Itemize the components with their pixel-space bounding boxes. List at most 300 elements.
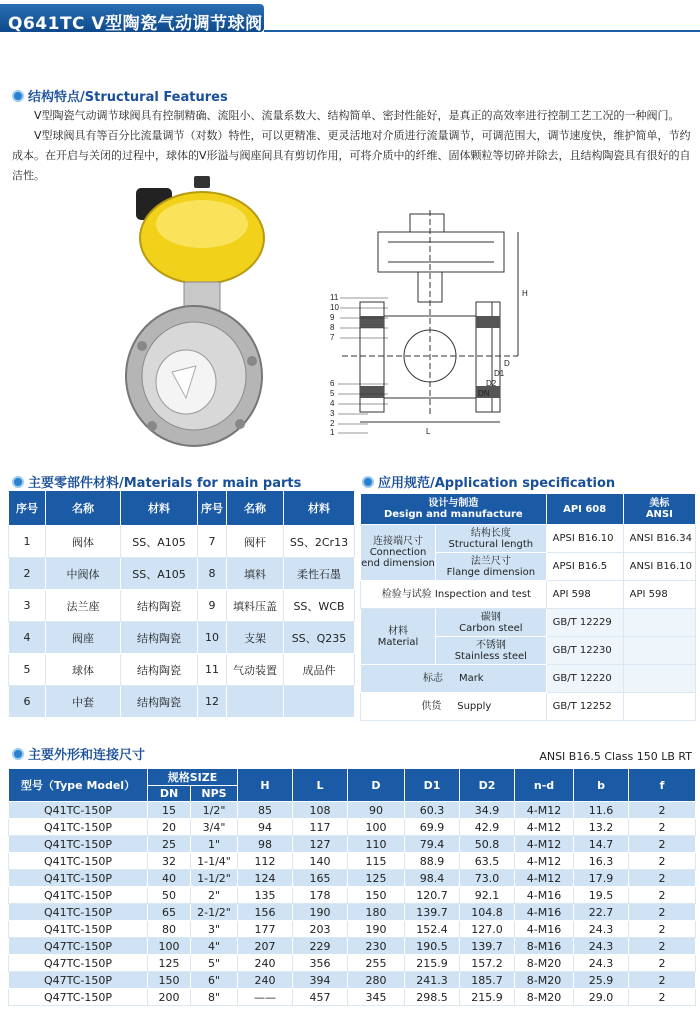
app-row-inspection xyxy=(361,581,696,609)
dims-cell: 140 xyxy=(293,853,348,870)
dims-cell: Q47TC-150P xyxy=(9,989,148,1006)
dims-cell: 94 xyxy=(238,819,293,836)
dims-cell: 178 xyxy=(293,887,348,904)
dims-col-nd: n-d xyxy=(515,769,574,802)
app-row-supply xyxy=(361,693,696,721)
dims-cell: 50 xyxy=(148,887,191,904)
app-stainless-en: Stainless steel xyxy=(454,650,527,662)
dims-cell: 24.3 xyxy=(574,955,629,972)
materials-cell: 填料 xyxy=(227,558,284,590)
app-header-ansi-cn: 美标 xyxy=(649,498,670,509)
dims-col-l: L xyxy=(293,769,348,802)
materials-cell: SS、A105 xyxy=(121,526,198,558)
dims-cell: 394 xyxy=(293,972,348,989)
dims-row xyxy=(9,870,696,887)
dims-header-row-1 xyxy=(9,769,696,786)
dimensions-table xyxy=(8,768,696,1006)
callout-2: 2 xyxy=(330,419,335,428)
callout-4: 4 xyxy=(330,399,335,408)
callout-11: 11 xyxy=(330,293,339,302)
dims-cell: 127.0 xyxy=(460,921,515,938)
dims-cell: 150 xyxy=(148,972,191,989)
flange-bolt xyxy=(147,421,157,431)
app-flange-en: Flange dimension xyxy=(446,566,536,578)
dims-cell: 298.5 xyxy=(405,989,460,1006)
app-header-ansi-en: ANSI xyxy=(645,509,673,520)
dims-cell: 25 xyxy=(148,836,191,853)
materials-col-material-2: 材料 xyxy=(284,491,355,526)
dims-cell: 215.9 xyxy=(460,989,515,1006)
dims-row xyxy=(9,955,696,972)
dims-cell: 457 xyxy=(293,989,348,1006)
app-material-cn: 材料 xyxy=(388,625,408,637)
dims-cell: Q47TC-150P xyxy=(9,972,148,989)
app-stainless-empty xyxy=(623,637,695,665)
materials-row xyxy=(9,622,355,654)
materials-cell: 阀体 xyxy=(46,526,121,558)
dims-col-d2: D2 xyxy=(460,769,515,802)
materials-cell xyxy=(227,686,284,718)
dims-row xyxy=(9,989,696,1006)
app-header-design xyxy=(361,494,547,525)
materials-cell: 9 xyxy=(198,590,227,622)
dims-cell: 255 xyxy=(348,955,405,972)
dims-cell: 65 xyxy=(148,904,191,921)
dims-cell: 4-M12 xyxy=(515,870,574,887)
app-structural-cn: 结构长度 xyxy=(470,527,511,539)
materials-cell: 5 xyxy=(9,654,46,686)
features-paragraph-1: V型陶瓷气动调节球阀具有控制精确、流阻小、流量系数大、结构简单、密封性能好，是真正的高效率进行控制工艺工况的一种阀门。 xyxy=(34,109,680,122)
dims-row xyxy=(9,921,696,938)
dims-cell: 2" xyxy=(191,887,238,904)
dims-cell: 215.9 xyxy=(405,955,460,972)
dims-cell: 8-M20 xyxy=(515,972,574,989)
dims-cell: 24.3 xyxy=(574,938,629,955)
features-heading xyxy=(12,86,228,105)
app-header-design-en: Design and manufacture xyxy=(383,509,523,520)
materials-cell: 柔性石墨 xyxy=(284,558,355,590)
dims-cell: 190 xyxy=(293,904,348,921)
materials-header-row xyxy=(9,491,355,526)
dims-cell: 241.3 xyxy=(405,972,460,989)
bullet-icon xyxy=(12,476,24,488)
dims-cell: 79.4 xyxy=(405,836,460,853)
dims-cell: 356 xyxy=(293,955,348,972)
dims-cell: 85 xyxy=(238,802,293,819)
app-supply-en: Supply xyxy=(457,701,492,712)
dims-cell: 63.5 xyxy=(460,853,515,870)
dims-cell: 2 xyxy=(629,870,696,887)
dims-col-d: D xyxy=(348,769,405,802)
dims-cell: 3/4" xyxy=(191,819,238,836)
dims-cell: 135 xyxy=(238,887,293,904)
dims-cell: Q41TC-150P xyxy=(9,802,148,819)
dims-cell: 2-1/2" xyxy=(191,904,238,921)
dims-cell: 69.9 xyxy=(405,819,460,836)
materials-row xyxy=(9,558,355,590)
dims-cell: 42.9 xyxy=(460,819,515,836)
dims-cell: 4-M12 xyxy=(515,819,574,836)
app-mark-cn: 标志 xyxy=(423,673,444,684)
materials-col-name-2: 名称 xyxy=(227,491,284,526)
application-heading xyxy=(362,472,615,491)
materials-cell: 中阀体 xyxy=(46,558,121,590)
materials-cell: 11 xyxy=(198,654,227,686)
dims-cell: 104.8 xyxy=(460,904,515,921)
dim-d2-label: D2 xyxy=(486,379,497,388)
materials-row xyxy=(9,590,355,622)
app-supply-cn: 供货 xyxy=(421,701,442,712)
dims-cell: 139.7 xyxy=(460,938,515,955)
dims-cell: 185.7 xyxy=(460,972,515,989)
dims-cell: 127 xyxy=(293,836,348,853)
app-stainless-cn: 不锈钢 xyxy=(475,639,506,651)
dim-dn-label: DN xyxy=(478,389,490,398)
dims-cell: 3" xyxy=(191,921,238,938)
dims-row xyxy=(9,853,696,870)
dims-cell: 8-M20 xyxy=(515,989,574,1006)
dims-cell: 150 xyxy=(348,887,405,904)
dims-cell: 11.6 xyxy=(574,802,629,819)
dims-cell: 177 xyxy=(238,921,293,938)
dims-cell: Q41TC-150P xyxy=(9,853,148,870)
dims-cell: 1/2" xyxy=(191,802,238,819)
callout-3: 3 xyxy=(330,409,335,418)
dimensions-heading xyxy=(12,744,145,763)
app-carbon-label xyxy=(436,609,547,637)
app-carbon-en: Carbon steel xyxy=(459,622,523,634)
app-header-api: API 608 xyxy=(546,494,623,525)
app-material-en: Material xyxy=(377,636,419,648)
materials-cell: 阀杆 xyxy=(227,526,284,558)
dims-cell: 115 xyxy=(348,853,405,870)
materials-cell: 1 xyxy=(9,526,46,558)
dims-cell: 190.5 xyxy=(405,938,460,955)
materials-cell xyxy=(284,686,355,718)
dims-col-dn: DN xyxy=(148,786,191,802)
materials-cell: 中套 xyxy=(46,686,121,718)
dims-cell: 125 xyxy=(148,955,191,972)
dims-cell: 24.3 xyxy=(574,921,629,938)
materials-col-name: 名称 xyxy=(46,491,121,526)
dims-cell: 19.5 xyxy=(574,887,629,904)
materials-cell: 6 xyxy=(9,686,46,718)
dims-cell: 50.8 xyxy=(460,836,515,853)
materials-table xyxy=(8,490,355,718)
dims-cell: 120.7 xyxy=(405,887,460,904)
dims-cell: 14.7 xyxy=(574,836,629,853)
callout-10: 10 xyxy=(330,303,339,312)
app-header-ansi xyxy=(623,494,695,525)
dims-cell: 2 xyxy=(629,802,696,819)
app-inspection-ansi: API 598 xyxy=(623,581,695,609)
callout-9: 9 xyxy=(330,313,335,322)
dims-cell: 13.2 xyxy=(574,819,629,836)
dims-col-nps: NPS xyxy=(191,786,238,802)
dims-cell: 34.9 xyxy=(460,802,515,819)
dims-cell: 190 xyxy=(348,921,405,938)
dims-cell: 100 xyxy=(348,819,405,836)
app-flange-cn: 法兰尺寸 xyxy=(470,555,511,567)
materials-row xyxy=(9,526,355,558)
dims-cell: Q41TC-150P xyxy=(9,836,148,853)
actuator-highlight xyxy=(156,200,248,248)
dims-cell: 8-M16 xyxy=(515,938,574,955)
title-underline xyxy=(264,30,700,32)
callout-6: 6 xyxy=(330,379,335,388)
dims-cell: 157.2 xyxy=(460,955,515,972)
dims-cell: 4-M12 xyxy=(515,802,574,819)
dims-col-model: 型号（Type Model） xyxy=(9,769,148,802)
materials-cell: SS、2Cr13 xyxy=(284,526,355,558)
materials-cell: 结构陶瓷 xyxy=(121,686,198,718)
dims-row xyxy=(9,938,696,955)
dim-d1-label: D1 xyxy=(494,369,505,378)
materials-cell: SS、Q235 xyxy=(284,622,355,654)
materials-cell: 7 xyxy=(198,526,227,558)
dims-cell: —— xyxy=(238,989,293,1006)
callout-5: 5 xyxy=(330,389,335,398)
dims-cell: Q47TC-150P xyxy=(9,938,148,955)
application-header-row xyxy=(361,494,696,525)
app-header-design-cn: 设计与制造 xyxy=(428,498,479,509)
dim-l-label: L xyxy=(426,427,431,436)
dims-cell: 40 xyxy=(148,870,191,887)
materials-cell: 4 xyxy=(9,622,46,654)
materials-cell: 法兰座 xyxy=(46,590,121,622)
actuator-cap xyxy=(194,176,210,188)
app-structural-en: Structural length xyxy=(448,538,534,550)
app-supply-std: GB/T 12252 xyxy=(546,693,623,721)
dims-cell: 229 xyxy=(293,938,348,955)
app-supply-empty xyxy=(623,693,695,721)
dims-cell: 2 xyxy=(629,921,696,938)
page-title: Q641TC V型陶瓷气动调节球阀 xyxy=(8,14,263,34)
dims-cell: 4-M12 xyxy=(515,853,574,870)
dims-row xyxy=(9,802,696,819)
materials-row xyxy=(9,654,355,686)
dims-cell: 207 xyxy=(238,938,293,955)
materials-cell: 气动装置 xyxy=(227,654,284,686)
materials-heading xyxy=(12,472,301,491)
dimensions-standard: ANSI B16.5 Class 150 LB RT xyxy=(539,750,692,763)
valve-photo xyxy=(112,176,282,461)
dims-cell: 2 xyxy=(629,819,696,836)
dims-row xyxy=(9,904,696,921)
callout-1: 1 xyxy=(330,428,335,436)
dims-cell: 100 xyxy=(148,938,191,955)
dims-cell: 5" xyxy=(191,955,238,972)
dims-cell: 98.4 xyxy=(405,870,460,887)
dims-cell: 4-M16 xyxy=(515,921,574,938)
dims-col-d1: D1 xyxy=(405,769,460,802)
dims-cell: 2 xyxy=(629,989,696,1006)
dims-cell: 280 xyxy=(348,972,405,989)
callout-7: 7 xyxy=(330,333,335,342)
dims-cell: 117 xyxy=(293,819,348,836)
dims-cell: 125 xyxy=(348,870,405,887)
app-supply-label xyxy=(361,693,547,721)
dims-cell: 2 xyxy=(629,955,696,972)
app-mark-std: GB/T 12220 xyxy=(546,665,623,693)
dims-cell: 15 xyxy=(148,802,191,819)
dims-cell: 4-M16 xyxy=(515,904,574,921)
materials-col-no: 序号 xyxy=(9,491,46,526)
dims-cell: 230 xyxy=(348,938,405,955)
dims-cell: 1" xyxy=(191,836,238,853)
dims-cell: 124 xyxy=(238,870,293,887)
dims-cell: 240 xyxy=(238,955,293,972)
dims-cell: 2 xyxy=(629,887,696,904)
dims-cell: 4-M16 xyxy=(515,887,574,904)
app-mark-en: Mark xyxy=(458,673,484,684)
dims-cell: 180 xyxy=(348,904,405,921)
dims-row xyxy=(9,836,696,853)
materials-cell: 成品件 xyxy=(284,654,355,686)
materials-cell: 阀座 xyxy=(46,622,121,654)
application-heading-text: 应用规范/Application specification xyxy=(378,476,616,491)
flange-bolt xyxy=(137,341,147,351)
app-row-structural xyxy=(361,525,696,553)
dims-col-f: f xyxy=(629,769,696,802)
dims-cell: 20 xyxy=(148,819,191,836)
app-flange-ansi: ANSI B16.10 xyxy=(623,553,695,581)
dims-cell: 2 xyxy=(629,972,696,989)
dims-cell: 29.0 xyxy=(574,989,629,1006)
dims-cell: 2 xyxy=(629,904,696,921)
dims-cell: 200 xyxy=(148,989,191,1006)
dims-cell: 92.1 xyxy=(460,887,515,904)
dims-cell: 17.9 xyxy=(574,870,629,887)
dims-cell: 80 xyxy=(148,921,191,938)
dims-cell: 88.9 xyxy=(405,853,460,870)
dims-cell: 73.0 xyxy=(460,870,515,887)
dims-cell: 8" xyxy=(191,989,238,1006)
features-paragraph-2: V型球阀具有等百分比流量调节（对数）特性，可以更精准、更灵活地对介质进行流量调节，可调范围大，调节速度快，维护简单，节约成本。在开启与关闭的过程中，球体的V形溢与阀座间具有剪切作用，可将介质中的纤维、固体颗粒等切碎并除去，且结构陶瓷具有很好的自洁性。 xyxy=(12,129,691,182)
dim-d-label: D xyxy=(504,359,510,368)
dims-cell: 108 xyxy=(293,802,348,819)
materials-cell: 球体 xyxy=(46,654,121,686)
dims-cell: 6" xyxy=(191,972,238,989)
dims-row xyxy=(9,819,696,836)
app-connection-label xyxy=(361,525,436,581)
dims-cell: 25.9 xyxy=(574,972,629,989)
dims-cell: 345 xyxy=(348,989,405,1006)
dims-cell: 112 xyxy=(238,853,293,870)
title-bar xyxy=(0,0,700,34)
dims-cell: Q41TC-150P xyxy=(9,870,148,887)
app-inspection-label xyxy=(361,581,547,609)
title-banner xyxy=(0,4,264,32)
app-structural-label xyxy=(436,525,547,553)
dims-cell: 2 xyxy=(629,938,696,955)
app-stainless-label xyxy=(436,637,547,665)
dims-cell: Q41TC-150P xyxy=(9,819,148,836)
materials-cell: 3 xyxy=(9,590,46,622)
materials-cell: 支架 xyxy=(227,622,284,654)
app-inspection-cn: 检验与试验 xyxy=(381,589,432,600)
app-carbon-std: GB/T 12229 xyxy=(546,609,623,637)
dims-cell: 165 xyxy=(293,870,348,887)
actuator-outline xyxy=(378,232,504,272)
bullet-icon xyxy=(362,476,374,488)
materials-cell: 2 xyxy=(9,558,46,590)
dims-cell: 32 xyxy=(148,853,191,870)
dims-row xyxy=(9,972,696,989)
dims-col-h: H xyxy=(238,769,293,802)
app-inspection-en: Inspection and test xyxy=(434,589,531,600)
app-stainless-std: GB/T 12230 xyxy=(546,637,623,665)
dims-cell: 98 xyxy=(238,836,293,853)
app-flange-label xyxy=(436,553,547,581)
dims-cell: 1-1/4" xyxy=(191,853,238,870)
dims-cell: 22.7 xyxy=(574,904,629,921)
materials-cell: 12 xyxy=(198,686,227,718)
dims-cell: 16.3 xyxy=(574,853,629,870)
materials-row xyxy=(9,686,355,718)
features-heading-text: 结构特点/Structural Features xyxy=(28,90,228,105)
materials-heading-text: 主要零部件材料/Materials for main parts xyxy=(28,476,302,491)
dims-cell: 90 xyxy=(348,802,405,819)
dims-col-size: 规格SIZE xyxy=(148,769,238,786)
app-connection-cn: 连接端尺寸 xyxy=(373,536,423,547)
bullet-icon xyxy=(12,90,24,102)
materials-cell: SS、A105 xyxy=(121,558,198,590)
dims-cell: 139.7 xyxy=(405,904,460,921)
dims-cell: 1-1/2" xyxy=(191,870,238,887)
flange-bolt xyxy=(247,356,257,366)
app-structural-api: APSI B16.10 xyxy=(546,525,623,553)
materials-col-no-2: 序号 xyxy=(198,491,227,526)
app-carbon-empty xyxy=(623,609,695,637)
app-row-carbon xyxy=(361,609,696,637)
app-row-mark xyxy=(361,665,696,693)
flange-bolt xyxy=(235,419,245,429)
dims-cell: Q41TC-150P xyxy=(9,904,148,921)
materials-cell: 8 xyxy=(198,558,227,590)
app-mark-label xyxy=(361,665,547,693)
materials-col-material: 材料 xyxy=(121,491,198,526)
app-carbon-cn: 碳钢 xyxy=(480,611,501,623)
dims-cell: 8-M20 xyxy=(515,955,574,972)
dims-cell: 156 xyxy=(238,904,293,921)
dims-cell: 2 xyxy=(629,836,696,853)
app-inspection-api: API 598 xyxy=(546,581,623,609)
dims-col-b: b xyxy=(574,769,629,802)
dims-cell: 110 xyxy=(348,836,405,853)
dims-cell: 4-M12 xyxy=(515,836,574,853)
dims-row xyxy=(9,887,696,904)
materials-cell: 结构陶瓷 xyxy=(121,622,198,654)
actuator-top xyxy=(410,214,444,232)
dims-cell: Q47TC-150P xyxy=(9,955,148,972)
materials-cell: 10 xyxy=(198,622,227,654)
app-structural-ansi: ANSI B16.34 xyxy=(623,525,695,553)
dims-cell: 60.3 xyxy=(405,802,460,819)
technical-drawing xyxy=(328,206,618,436)
callout-8: 8 xyxy=(330,323,335,332)
app-connection-en: Connection end dimension xyxy=(361,547,435,569)
bullet-icon xyxy=(12,748,24,760)
materials-cell: 结构陶瓷 xyxy=(121,654,198,686)
materials-cell: 结构陶瓷 xyxy=(121,590,198,622)
dimensions-heading-text: 主要外形和连接尺寸 xyxy=(28,748,146,763)
materials-cell: SS、WCB xyxy=(284,590,355,622)
app-material-label xyxy=(361,609,436,665)
dims-cell: 152.4 xyxy=(405,921,460,938)
dims-cell: Q41TC-150P xyxy=(9,887,148,904)
dims-cell: Q41TC-150P xyxy=(9,921,148,938)
